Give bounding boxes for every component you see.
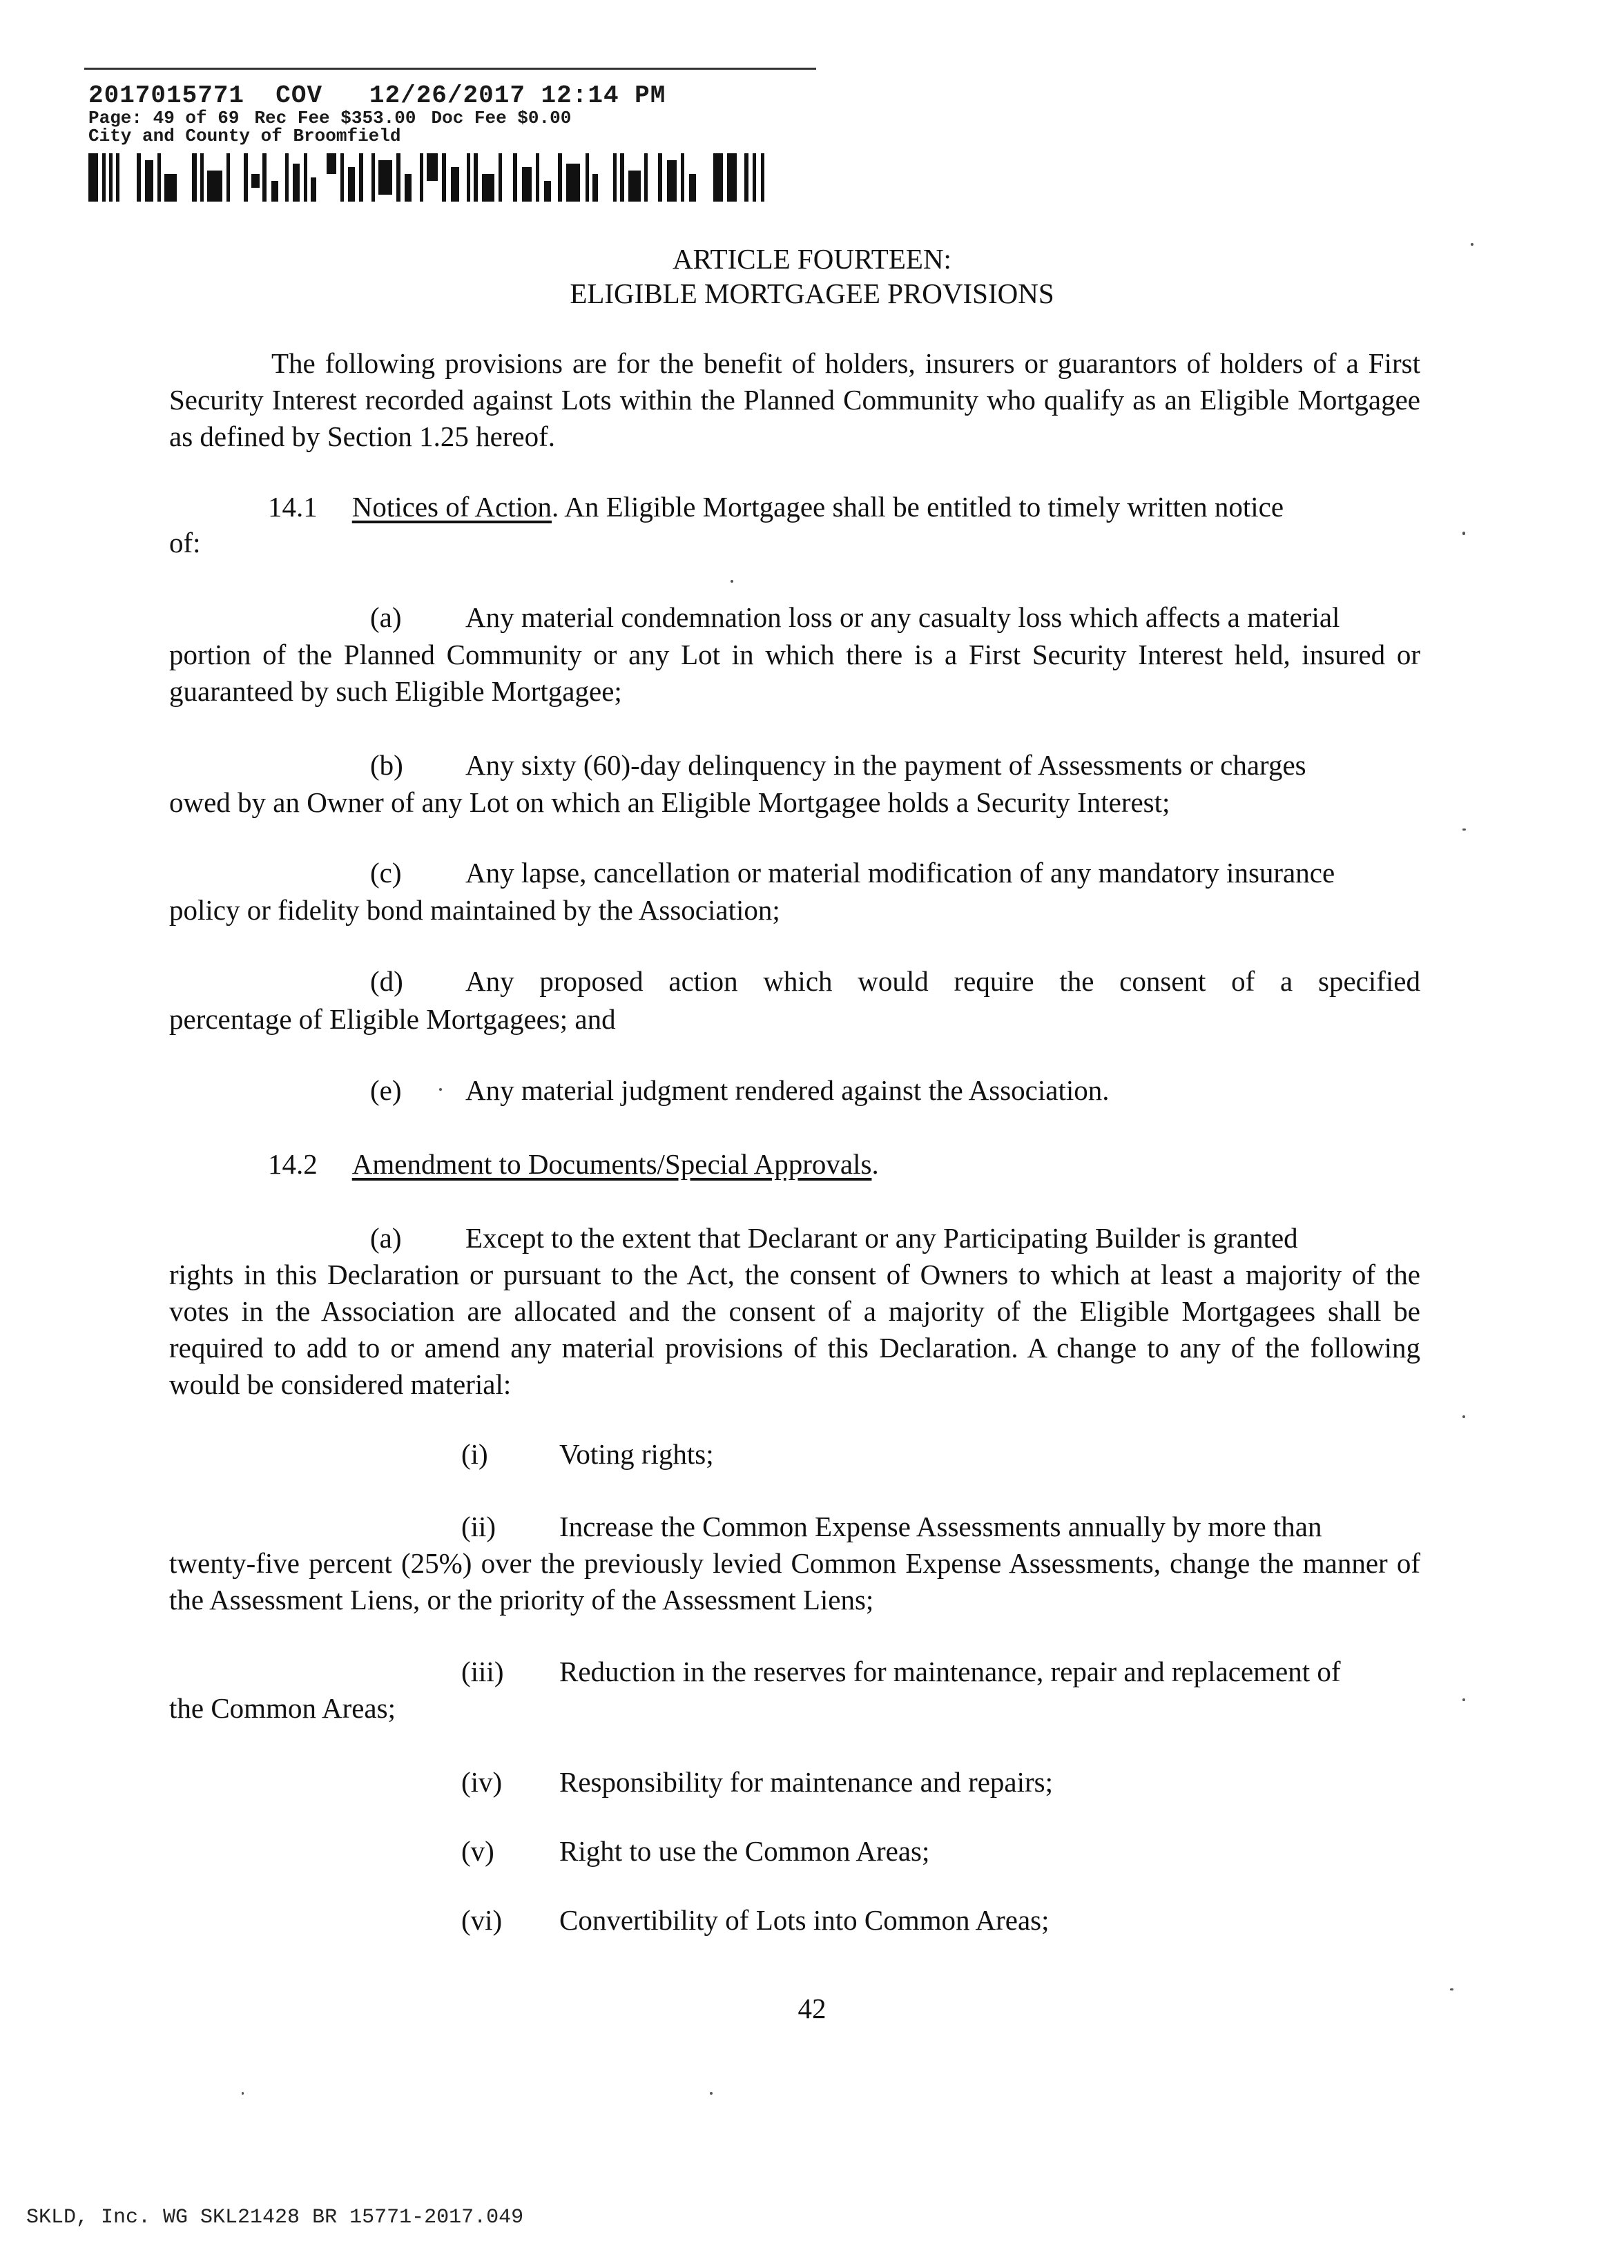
stamp-page-info: Page: 49 of 69 (88, 108, 240, 128)
scan-speck (1450, 1988, 1453, 1990)
section-14-2-heading (268, 1146, 879, 1183)
item-label: (d) (370, 965, 403, 997)
scan-speck (1462, 828, 1466, 831)
item-label: (c) (370, 857, 402, 889)
subitem-label: (iii) (461, 1656, 504, 1687)
item-text: Any material judgment rendered against the Association. (465, 1074, 1110, 1106)
stamp-line-2 (88, 109, 666, 127)
subitem-text-continued: the Common Areas; (169, 1692, 396, 1724)
subitem-label: (v) (461, 1835, 494, 1867)
article-title: ARTICLE FOURTEEN: (673, 243, 951, 275)
subitem-label: (iv) (461, 1766, 503, 1798)
subitem-text: Voting rights; (559, 1438, 714, 1470)
recorded-datetime: 12/26/2017 12:14 PM (369, 81, 666, 110)
item-text: Any proposed action which would require the consent of a specified (465, 965, 1420, 997)
section-title-period: . (871, 1148, 879, 1180)
document-footer: SKLD, Inc. WG SKL21428 BR 15771-2017.049 (26, 2206, 524, 2229)
item-text-continued: owed by an Owner of any Lot on which an Eligible Mortgagee holds a Security Interest; (169, 786, 1170, 818)
scan-speck (1462, 1698, 1465, 1701)
rec-fee: Rec Fee $353.00 (254, 108, 416, 128)
recording-stamp (88, 83, 666, 145)
stamp-line-3: City and County of Broomfield (88, 126, 401, 146)
scan-speck (439, 1088, 442, 1091)
section-14-1-heading (268, 489, 1284, 525)
doc-type: COV (276, 81, 323, 110)
page-number: 42 (798, 1993, 826, 2024)
subitem-text-continued: twenty-five percent (25%) over the previously levied Common Expense Assessments, change the manner of the Assessment Liens, or the priority of the Assessment Liens; (169, 1547, 1420, 1616)
subitem-label: (ii) (461, 1511, 496, 1542)
item-text-continued: percentage of Eligible Mortgagees; and (169, 1003, 616, 1035)
subitem-text: Convertibility of Lots into Common Areas; (559, 1904, 1050, 1936)
item-text: Any material condemnation loss or any casualty loss which affects a material (465, 601, 1340, 633)
scan-speck (710, 2092, 713, 2095)
item-text-continued: policy or fidelity bond maintained by the Association; (169, 894, 780, 926)
subitem-text: Responsibility for maintenance and repairs; (559, 1766, 1054, 1798)
scan-speck (731, 580, 733, 583)
section-number: 14.2 (268, 1148, 318, 1180)
subitem-text: Right to use the Common Areas; (559, 1835, 930, 1867)
item-label: (a) (370, 1222, 402, 1254)
section-title: Amendment to Documents/Special Approvals (351, 1148, 872, 1180)
item-label: (e) (370, 1074, 402, 1106)
section-number: 14.1 (268, 491, 318, 523)
item-text-continued: rights in this Declaration or pursuant to the Act, the consent of Owners to which at least a majority of the votes in the Association are allocated and the consent of a majority of the Eligible Mortgagees shall be required to add to or amend any material provisions of this Declaration. A change to any of the following would be considered material: (169, 1259, 1420, 1400)
section-title: Notices of Action (351, 491, 552, 523)
scan-speck (1462, 532, 1465, 535)
reception-number: 2017015771 (88, 81, 245, 110)
intro-paragraph: The following provisions are for the benefit of holders, insurers or guarantors of holders of a First Security Interest recorded against Lots within the Planned Community who qualify as an Eligible Mortgagee as defined by Section 1.25 hereof. (169, 347, 1420, 452)
section-14-1-continuation: of: (169, 527, 201, 559)
section-text: . An Eligible Mortgagee shall be entitled to timely written notice (551, 491, 1284, 523)
subitem-text: Increase the Common Expense Assessments annually by more than (559, 1511, 1322, 1542)
doc-fee: Doc Fee $0.00 (431, 108, 572, 128)
item-text-continued: portion of the Planned Community or any Lot in which there is a First Security Interest held, insured or guaranteed by such Eligible Mortgagee; (169, 639, 1420, 707)
scan-speck (242, 2092, 244, 2095)
barcode-icon (88, 153, 813, 202)
scan-speck (1462, 1415, 1465, 1418)
stamp-line-1 (88, 83, 666, 109)
item-text: Any sixty (60)-day delinquency in the payment of Assessments or charges (465, 749, 1306, 781)
item-label: (a) (370, 601, 402, 633)
article-subtitle: ELIGIBLE MORTGAGEE PROVISIONS (570, 278, 1054, 309)
item-text: Except to the extent that Declarant or any Participating Builder is granted (465, 1222, 1298, 1254)
subitem-label: (vi) (461, 1904, 503, 1936)
stamp-rule (84, 68, 816, 70)
scan-speck (1471, 243, 1473, 246)
subitem-label: (i) (461, 1438, 488, 1470)
item-label: (b) (370, 749, 403, 781)
item-text: Any lapse, cancellation or material modification of any mandatory insurance (465, 857, 1335, 889)
subitem-text: Reduction in the reserves for maintenance, repair and replacement of (559, 1656, 1341, 1687)
